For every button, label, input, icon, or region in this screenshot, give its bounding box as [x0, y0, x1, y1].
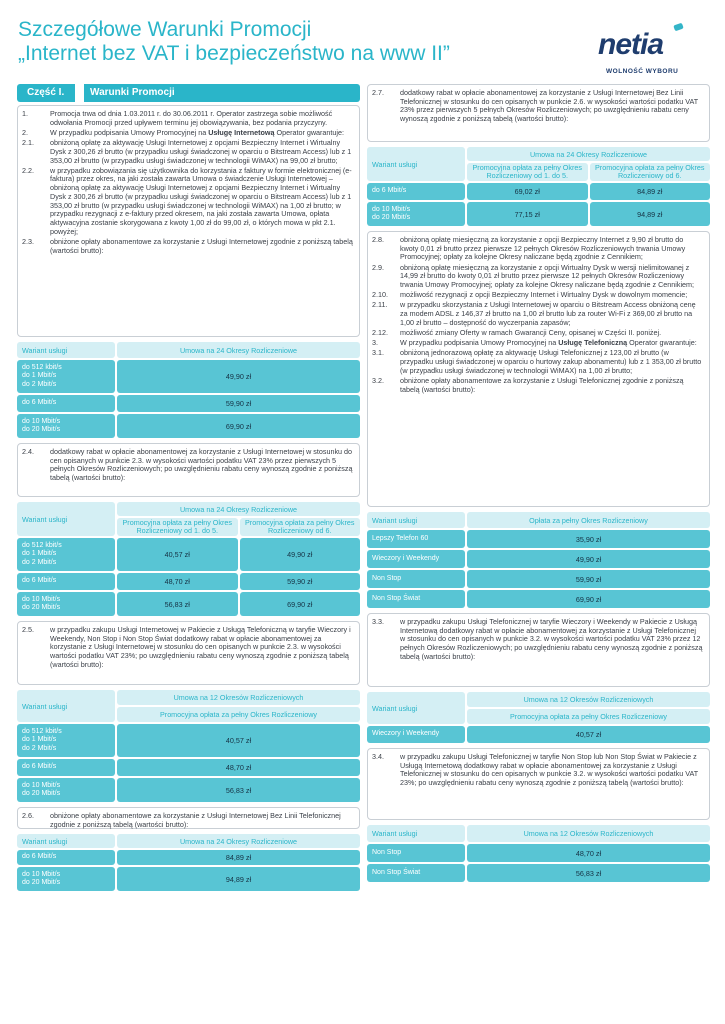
- row-price: 69,90 zł: [467, 590, 710, 608]
- term-text: [400, 339, 703, 348]
- row-variant-line: do 2 Mbit/s: [22, 380, 57, 388]
- row-variant-label: [367, 183, 465, 200]
- internet-discount-table: [17, 502, 360, 616]
- term-item: [372, 89, 703, 124]
- table-subheader-row: [117, 518, 360, 536]
- term-text-part: obniżone opłaty abonamentowe za korzystanie z Usługi Internetowej Bez Linii Telefonicznej zgodnie z poniższą tabelą (wartości brutto):: [50, 811, 341, 829]
- table-header-contract: Umowa na 24 Okresy Rozliczeniowe: [117, 342, 360, 358]
- term-text-part: dodatkowy rabat w opłacie abonamentowej za korzystanie z Usługi Internetowej w stosunku do cen opisanych w punkcie 2.3. w wysokości wartości podatku VAT 23% przez pierwszych 5 pełnych Okresów Rozliczeniowych; po uwzględnieniu rabatu ceny wynoszą zgodnie z poniższą tabelą (wartości brutto):: [50, 447, 353, 483]
- table-row: [367, 590, 710, 608]
- term-item: [372, 291, 703, 300]
- table-subheader-row: [467, 709, 710, 724]
- row-variant-label: [367, 844, 465, 862]
- table-subheader-row: [117, 707, 360, 722]
- table-header-stack: [467, 512, 710, 528]
- row-variant-line: do 20 Mbit/s: [22, 879, 61, 886]
- table-row: [367, 864, 710, 882]
- row-variant-line: do 2 Mbit/s: [22, 558, 57, 566]
- logo-wordmark: netia: [598, 28, 664, 61]
- terms-box-2-4: [17, 443, 360, 497]
- term-text: [50, 129, 353, 138]
- row-variant-line: do 10 Mbit/s: [22, 781, 61, 789]
- row-variant-label: [367, 530, 465, 548]
- row-price: 35,90 zł: [467, 530, 710, 548]
- row-variant-line: do 512 kbit/s: [22, 541, 62, 549]
- table-row: [17, 360, 360, 393]
- row-price: 40,57 zł: [467, 726, 710, 743]
- row-variant-line: do 10 Mbit/s: [22, 870, 61, 878]
- row-variant-line: do 6 Mbit/s: [22, 577, 57, 585]
- row-price: 48,70 zł: [467, 844, 710, 862]
- term-item: [22, 129, 353, 138]
- row-price-1: 69,02 zł: [467, 183, 588, 200]
- table-header-stack: [467, 147, 710, 181]
- term-number: 2.11.: [372, 300, 388, 310]
- term-text-part: obniżone opłaty abonamentowe za korzystanie z Usługi Telefonicznej zgodnie z poniższą tabelą (wartości brutto):: [400, 376, 684, 394]
- package-discount-table: [17, 690, 360, 802]
- term-text-part: obniżoną jednorazową opłatę za aktywację Usługi Telefonicznej z 123,00 zł brutto (w przypadku usługi świadczonej w oparciu o hurtowy zakup abonamentu) lub z 1 353,00 zł brutto (w przypadku usługi świadczonej w technologii WiMAX) na 1,00 zł brutto;: [400, 348, 702, 375]
- row-variant-line: do 6 Mbit/s: [22, 399, 57, 407]
- term-number: 2.12.: [372, 328, 388, 338]
- term-text-part: W przypadku podpisania Umowy Promocyjnej na: [50, 127, 209, 137]
- term-text: [400, 236, 703, 262]
- row-variant-label: [367, 590, 465, 608]
- row-price-1: 40,57 zł: [117, 538, 238, 571]
- term-text: [50, 448, 353, 483]
- table-row: [367, 844, 710, 862]
- term-text-part: w przypadku zakupu Usługi Internetowej w Pakiecie z Usługą Telefoniczną w taryfie Wieczory i Weekendy, Non Stop i Non Stop Świat dodatkowy rabat w opłacie abonamentowej za korzystanie z Usługi Internetowej w stosunku do cen opisanych w punkcie 2.3. w wysokości wartości podatku VAT 23%; po uwzględnieniu rabatu ceny wynoszą zgodnie z poniższą tabelą (wartości brutto):: [50, 625, 351, 669]
- term-number: 3.: [372, 338, 378, 348]
- term-number: 2.5.: [22, 625, 34, 634]
- section-header: [17, 84, 360, 102]
- no-line-discount-table: [367, 147, 710, 226]
- term-text: [400, 291, 703, 300]
- row-variant-label: [367, 864, 465, 882]
- table-subheader: Promocyjna opłata za pełny Okres Rozliczeniowy: [467, 709, 710, 724]
- row-variant-line: do 10 Mbit/s: [372, 205, 411, 213]
- terms-box-2-6: [17, 807, 360, 829]
- netia-logo: [598, 22, 690, 76]
- table-subheader-1: Promocyjna opłata za pełny Okres Rozliczeniowy od 1. do 5.: [467, 163, 588, 181]
- row-price: 56,83 zł: [117, 778, 360, 802]
- logo-accent-icon: [673, 23, 684, 32]
- table-row: [17, 850, 360, 865]
- table-row: [367, 530, 710, 548]
- row-variant-line: Lepszy Telefon 60: [372, 534, 429, 542]
- row-variant-line: do 10 Mbit/s: [22, 595, 61, 603]
- table-header-variant: Wariant usługi: [17, 342, 115, 358]
- term-text: [400, 264, 703, 290]
- table-header-contract: Umowa na 24 Okresy Rozliczeniowe: [467, 147, 710, 161]
- table-header-row: [17, 690, 360, 722]
- row-price-2: 84,89 zł: [590, 183, 711, 200]
- term-number: 2.1.: [22, 138, 34, 148]
- row-price: 40,57 zł: [117, 724, 360, 757]
- table-row: [17, 592, 360, 616]
- term-item: [22, 167, 353, 237]
- table-header-row: [17, 342, 360, 358]
- row-variant-label: [367, 550, 465, 568]
- term-text-part: obniżone opłaty abonamentowe za korzystanie z Usługi Internetowej zgodnie z poniższą tabelą (wartości brutto):: [50, 236, 353, 255]
- phone-price-table: [367, 512, 710, 608]
- table-header-stack: [467, 825, 710, 842]
- row-variant-line: do 20 Mbit/s: [372, 214, 411, 221]
- term-text: [50, 139, 353, 165]
- page-title: [18, 18, 450, 66]
- row-price: 49,90 zł: [467, 550, 710, 568]
- row-variant-label: [17, 360, 115, 393]
- table-header-row: [367, 692, 710, 724]
- table-header-variant: Wariant usługi: [17, 834, 115, 848]
- title-line-1: Szczegółowe Warunki Promocji: [18, 18, 312, 41]
- no-line-price-table: [17, 834, 360, 891]
- table-header-stack: [117, 834, 360, 848]
- left-column: [17, 84, 360, 896]
- table-header-variant: Wariant usługi: [367, 692, 465, 724]
- section-part-label: Część I.: [17, 84, 75, 102]
- phone-nonstop-discount-table: [367, 825, 710, 882]
- table-row: [17, 395, 360, 412]
- table-header-contract: Umowa na 12 Okresów Rozliczeniowych: [117, 690, 360, 705]
- row-price-1: 48,70 zł: [117, 573, 238, 590]
- term-number: 2.: [22, 127, 28, 137]
- row-variant-line: Non Stop Świat: [372, 594, 421, 602]
- term-number: 2.9.: [372, 262, 384, 272]
- term-text: [400, 349, 703, 375]
- term-number: 2.7.: [372, 88, 384, 97]
- row-variant-line: do 6 Mbit/s: [372, 187, 407, 195]
- table-header-contract: Umowa na 12 Okresów Rozliczeniowych: [467, 825, 710, 842]
- row-price-1: 77,15 zł: [467, 202, 588, 226]
- row-variant-line: Non Stop: [372, 574, 402, 582]
- row-price: 69,90 zł: [117, 414, 360, 438]
- row-variant-label: [367, 202, 465, 226]
- table-subheader-1: Promocyjna opłata za pełny Okres Rozliczeniowy od 1. do 5.: [117, 518, 238, 536]
- table-row: [17, 759, 360, 776]
- table-row: [367, 550, 710, 568]
- row-variant-line: Non Stop: [372, 848, 402, 856]
- row-variant-label: [17, 538, 115, 571]
- term-text: [400, 753, 703, 788]
- term-item: [22, 812, 353, 829]
- table-row: [17, 414, 360, 438]
- term-text-part: w przypadku zobowiązania się użytkownika do korzystania z faktury w formie elektronicznej (e-faktura) przez okres, na jaki została zawarta Umowa o świadczenie Usługi Internetowej – obniżoną opłatę za aktywację Usługi Internetowej z opcjami Bezpieczny Internet i Wirtualny Dysk z 300,26 zł brutto (w przypadku usługi świadczonej w oparciu o Bitstream Access) lub z 1 353,00 zł brutto (w przypadku usługi świadczonej w technologii WiMAX) na 1,00 zł brutto; w przypadku rezygnacji z e-faktury przed okresem, na jaki została zawarta Umowa, opłata aktywacyjna zostanie skorygowana z kwoty 1,00 zł do 99,00 zł, o których mowa w pkt 2.1. powyżej;: [50, 165, 352, 236]
- term-text: [400, 301, 703, 327]
- term-text: [50, 238, 353, 255]
- term-text: [50, 110, 353, 127]
- term-text: [400, 89, 703, 124]
- table-header-stack: [117, 342, 360, 358]
- term-item: [372, 753, 703, 788]
- table-subheader-2: Promocyjna opłata za pełny Okres Rozliczeniowy od 6.: [590, 163, 711, 181]
- table-row: [367, 183, 710, 200]
- row-variant-line: do 10 Mbit/s: [22, 417, 61, 425]
- logo-tagline: WOLNOŚĆ WYBORU: [606, 68, 679, 75]
- row-price: 94,89 zł: [117, 867, 360, 891]
- table-subheader-2: Promocyjna opłata za pełny Okres Rozliczeniowy od 6.: [240, 518, 361, 536]
- row-price-2: 59,90 zł: [240, 573, 361, 590]
- table-row: [17, 724, 360, 757]
- row-variant-label: [17, 867, 115, 891]
- term-text: [400, 618, 703, 662]
- table-row: [17, 778, 360, 802]
- term-item: [22, 448, 353, 483]
- terms-box-1: [17, 105, 360, 337]
- table-row: [367, 570, 710, 588]
- table-row: [17, 538, 360, 571]
- row-variant-line: do 6 Mbit/s: [22, 763, 57, 771]
- row-price: 59,90 zł: [467, 570, 710, 588]
- terms-box-3-4: [367, 748, 710, 820]
- term-number: 3.2.: [372, 376, 384, 386]
- row-variant-line: do 1 Mbit/s: [22, 550, 57, 558]
- term-text-part-2: Operator gwarantuje:: [274, 127, 345, 137]
- row-variant-label: [17, 724, 115, 757]
- term-text: [400, 377, 703, 394]
- term-text-part: dodatkowy rabat w opłacie abonamentowej za korzystanie z Usługi Internetowej Bez Linii Telefonicznej w stosunku do cen opisanych w punkcie 2.6. w wysokości wartości podatku VAT 23% przez pierwszych 5 pełnych Okresów Rozliczeniowych; po uwzględnieniu rabatu ceny wynoszą zgodnie z poniższą tabelą (wartości brutto):: [400, 88, 699, 124]
- term-text: [50, 626, 353, 670]
- terms-box-2-5: [17, 621, 360, 685]
- term-text-part: możliwość zmiany Oferty w ramach Gwarancji Ceny, opisanej w Części II. poniżej.: [400, 328, 662, 338]
- row-variant-label: [17, 850, 115, 865]
- row-variant-label: [17, 573, 115, 590]
- row-variant-line: do 1 Mbit/s: [22, 372, 57, 380]
- term-number: 2.10.: [372, 290, 388, 300]
- row-price-2: 49,90 zł: [240, 538, 361, 571]
- term-text: [400, 329, 703, 338]
- table-header-row: [367, 512, 710, 528]
- row-variant-label: [367, 726, 465, 743]
- row-price: 56,83 zł: [467, 864, 710, 882]
- term-text: [50, 812, 353, 829]
- table-header-variant: Wariant usługi: [367, 825, 465, 842]
- term-item: [372, 618, 703, 662]
- row-variant-label: [17, 414, 115, 438]
- term-item: [372, 264, 703, 290]
- row-price-2: 69,90 zł: [240, 592, 361, 616]
- term-text-part: w przypadku skorzystania z Usługi Internetowej w oparciu o Bitstream Access obniżoną cenę za modem ADSL z 146,37 zł brutto na 1,00 zł brutto lub za router Wi-Fi z 369,00 zł brutto na 1,00 zł brutto – dostępność do wyczerpania zapasów;: [400, 300, 696, 327]
- row-variant-line: Wieczory i Weekendy: [372, 554, 440, 562]
- table-header-stack: [117, 690, 360, 722]
- row-variant-line: do 512 kbit/s: [22, 363, 62, 371]
- row-price-2: 94,89 zł: [590, 202, 711, 226]
- term-text-part: obniżoną opłatę miesięczną za korzystanie z opcji Wirtualny Dysk w wersji nielimitowanej z 14,99 zł brutto do kwoty 0,01 zł brutto przez pierwsze 12 pełnych Okresów Rozliczeniowy trwania Umowy Promocyjnej; opłaty za kolejne Okresy naliczane będą zgodnie z Cennikiem;: [400, 262, 695, 290]
- term-number: 3.4.: [372, 752, 384, 761]
- table-row: [17, 573, 360, 590]
- term-number: 1.: [22, 109, 28, 118]
- table-subheader: Promocyjna opłata za pełny Okres Rozliczeniowy: [117, 707, 360, 722]
- term-text-bold: Usługę Telefoniczną: [558, 338, 628, 348]
- term-number: 2.2.: [22, 165, 34, 175]
- table-header-row: [17, 502, 360, 536]
- row-variant-line: Wieczory i Weekendy: [372, 730, 440, 738]
- term-text-part: W przypadku podpisania Umowy Promocyjnej na: [400, 338, 559, 348]
- term-item: [372, 329, 703, 338]
- phone-evening-discount-table: [367, 692, 710, 743]
- term-item: [22, 238, 353, 255]
- term-number: 3.3.: [372, 617, 384, 626]
- row-variant-line: do 20 Mbit/s: [22, 426, 61, 433]
- term-item: [372, 377, 703, 394]
- term-item: [372, 236, 703, 262]
- table-header-variant: Wariant usługi: [17, 690, 115, 722]
- table-header-contract: Opłata za pełny Okres Rozliczeniowy: [467, 512, 710, 528]
- table-header-row: [17, 834, 360, 848]
- row-variant-line: do 512 kbit/s: [22, 727, 62, 735]
- table-header-variant: Wariant usługi: [367, 512, 465, 528]
- term-number: 2.3.: [22, 236, 34, 246]
- table-header-contract: Umowa na 24 Okresy Rozliczeniowe: [117, 834, 360, 848]
- row-variant-label: [17, 778, 115, 802]
- row-variant-line: do 20 Mbit/s: [22, 604, 61, 611]
- table-header-stack: [467, 692, 710, 724]
- row-price-1: 56,83 zł: [117, 592, 238, 616]
- row-variant-line: do 2 Mbit/s: [22, 744, 57, 752]
- row-price: 59,90 zł: [117, 395, 360, 412]
- term-text-part: w przypadku zakupu Usługi Telefonicznej w taryfie Non Stop lub Non Stop Świat w Pakiecie z Usługą Internetową dodatkowy rabat w opłacie abonamentowej za korzystanie z Usługi Telefonicznej w stosunku do cen opisanych w punkcie 3.2. w wysokości wartości podatku VAT 23%; po uwzględnieniu rabatu ceny wynoszą zgodnie z poniższą tabelą (wartości brutto):: [400, 752, 699, 788]
- term-number: 3.1.: [372, 348, 384, 358]
- terms-box-2-8-to-3-2: [367, 231, 710, 507]
- title-line-2: „Internet bez VAT i bezpieczeństwo na www II”: [18, 42, 450, 65]
- table-header-variant: Wariant usługi: [367, 147, 465, 181]
- table-header-contract: Umowa na 24 Okresy Rozliczeniowe: [117, 502, 360, 516]
- table-header-variant: Wariant usługi: [17, 502, 115, 536]
- table-row: [17, 867, 360, 891]
- row-variant-line: Non Stop Świat: [372, 868, 421, 876]
- table-header-stack: [117, 502, 360, 536]
- row-variant-line: do 1 Mbit/s: [22, 736, 57, 744]
- term-text-part: w przypadku zakupu Usługi Telefonicznej w taryfie Wieczory i Weekendy w Pakiecie z Usługą Internetową dodatkowy rabat w opłacie abonamentowej za korzystanie z Usługi Telefonicznej w stosunku do cen opisanych w punkcie 3.2. w wysokości wartości podatku VAT 23% przez 12 pełnych Okresów Rozliczeniowych; po uwzględnieniu rabatu ceny wynoszą zgodnie z poniższą tabelą (wartości brutto):: [400, 617, 703, 661]
- table-header-row: [367, 825, 710, 842]
- table-subheader-row: [467, 163, 710, 181]
- table-header-row: [367, 147, 710, 181]
- row-price: 84,89 zł: [117, 850, 360, 865]
- table-header-contract: Umowa na 12 Okresów Rozliczeniowych: [467, 692, 710, 707]
- terms-box-3-3: [367, 613, 710, 687]
- row-variant-label: [17, 592, 115, 616]
- term-item: [372, 349, 703, 375]
- term-number: 2.8.: [372, 235, 384, 244]
- term-number: 2.4.: [22, 447, 34, 456]
- right-column: [367, 84, 710, 887]
- table-row: [367, 202, 710, 226]
- row-variant-line: do 20 Mbit/s: [22, 790, 61, 797]
- terms-box-2-7: [367, 84, 710, 142]
- term-text-part: obniżoną opłatę za aktywację Usługi Internetowej z opcjami Bezpieczny Internet i Wirtualny Dysk z 300,26 zł brutto (w przypadku usługi świadczonej w oparciu o Bitstream Access) lub z 1 353,00 zł brutto (w przypadku usługi świadczonej w technologii WiMAX) na 99,00 zł brutto;: [50, 138, 352, 165]
- term-text-part: Promocja trwa od dnia 1.03.2011 r. do 30.06.2011 r. Operator zastrzega sobie możliwość odwołania Promocji przed upływem terminu jej obowiązywania, bez podania przyczyny.: [50, 109, 333, 127]
- row-variant-label: [17, 759, 115, 776]
- row-variant-label: [17, 395, 115, 412]
- row-variant-line: do 6 Mbit/s: [22, 853, 57, 861]
- term-item: [372, 301, 703, 327]
- internet-price-table: [17, 342, 360, 438]
- row-price: 49,90 zł: [117, 360, 360, 393]
- term-text-part-2: Operator gwarantuje:: [627, 338, 697, 348]
- term-item: [22, 139, 353, 165]
- term-number: 2.6.: [22, 811, 34, 820]
- row-variant-label: [367, 570, 465, 588]
- row-price: 48,70 zł: [117, 759, 360, 776]
- term-item: [372, 339, 703, 348]
- table-row: [367, 726, 710, 743]
- section-name-label: Warunki Promocji: [84, 84, 360, 102]
- term-item: [22, 626, 353, 670]
- term-text-part: obniżoną opłatę miesięczną za korzystanie z opcji Bezpieczny Internet z 9,90 zł brutto do kwoty 0,01 zł brutto przez pierwsze 12 pełnych Okresów Rozliczeniowych trwania Umowy Promocyjnej; opłaty za kolejne Okresy naliczane będą zgodnie z Cennikiem;: [400, 235, 686, 262]
- term-item: [22, 110, 353, 127]
- term-text-part: możliwość rezygnacji z opcji Bezpieczny Internet i Wirtualny Dysk w dowolnym momencie;: [400, 290, 688, 300]
- term-text: [50, 167, 353, 237]
- term-text-bold: Usługę Internetową: [208, 127, 275, 137]
